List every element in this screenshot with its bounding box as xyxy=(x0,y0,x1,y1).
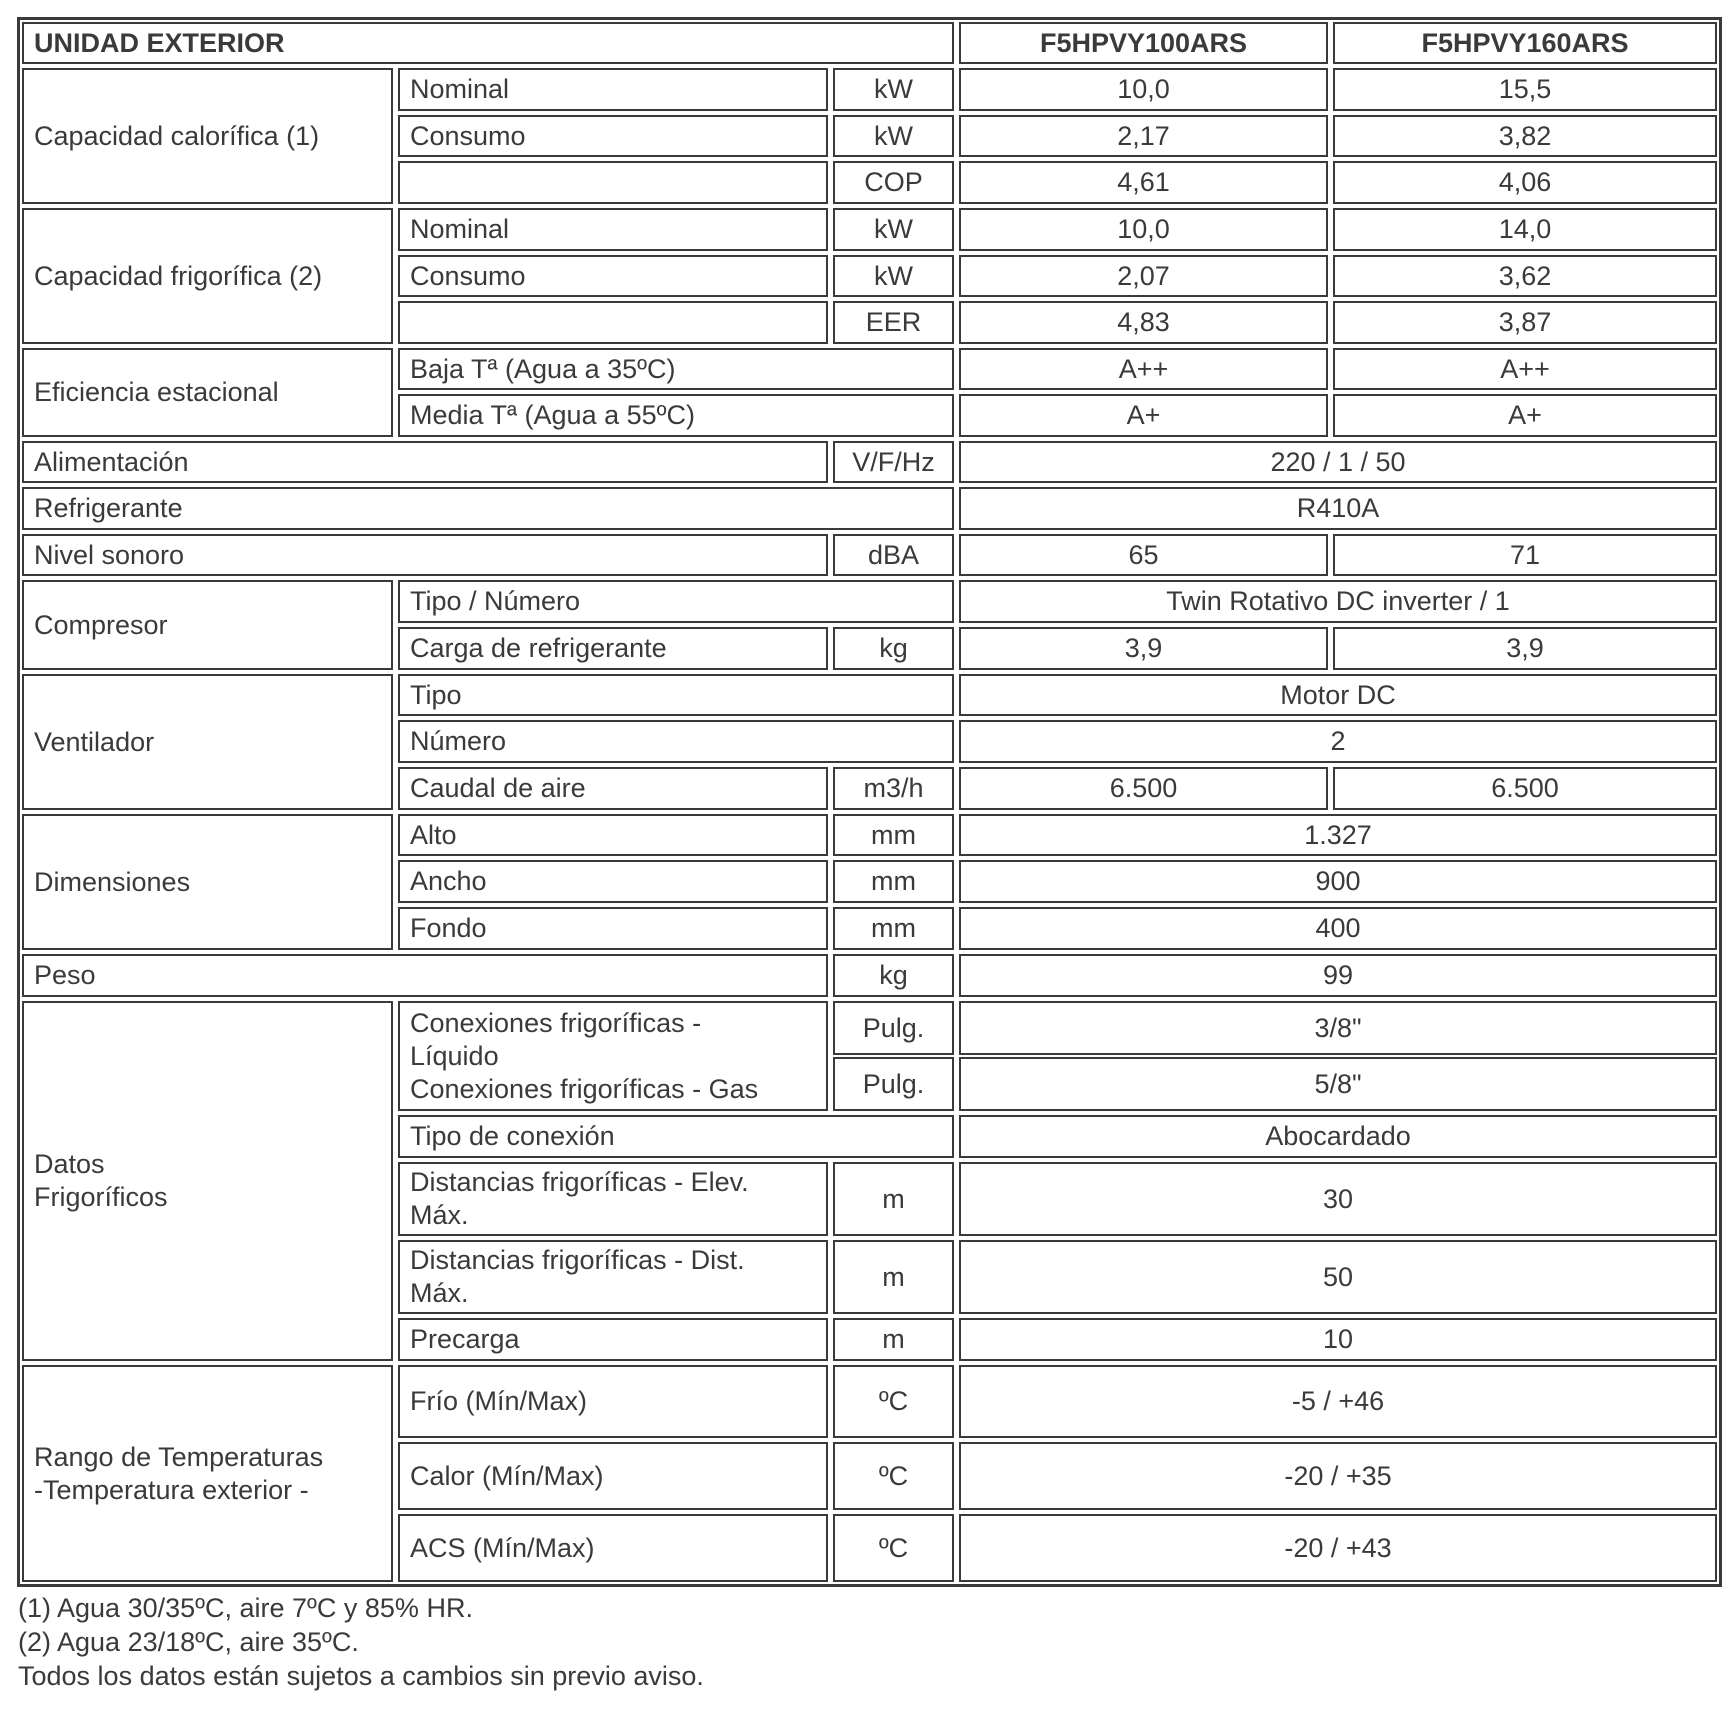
group-label xyxy=(22,814,393,950)
value-cell xyxy=(959,161,1328,204)
unit-cell-text: dBA xyxy=(867,539,920,570)
group-label-text: Eficiencia estacional xyxy=(34,377,279,407)
row-label-text: Caudal de aire xyxy=(410,773,586,803)
row-label xyxy=(398,1240,828,1314)
unit-cell xyxy=(833,1240,954,1314)
unit-cell-text: EER xyxy=(865,307,922,337)
group-label-text: Capacidad frigorífica (2) xyxy=(34,260,323,291)
group-label-text: Compresor xyxy=(34,609,168,640)
unit-cell-text: m3/h xyxy=(863,773,924,803)
value-cell-text: 2,07 xyxy=(1117,260,1170,291)
value-cell xyxy=(959,767,1328,810)
row-label-text: Alto xyxy=(410,819,457,850)
row-label xyxy=(398,301,828,344)
unit-cell-text: m xyxy=(882,1261,905,1292)
header-title xyxy=(22,22,954,64)
row-label xyxy=(398,1318,828,1361)
value-cell-text: 220 / 1 / 50 xyxy=(1270,446,1406,477)
row-label xyxy=(398,394,954,437)
group-label-text: Datos Frigoríficos xyxy=(34,1149,168,1212)
group-label-text: Rango de Temperaturas -Temperatura exterior - xyxy=(34,1441,324,1505)
group-label-text: Nivel sonoro xyxy=(34,539,185,570)
row-label-text: Tipo xyxy=(410,679,462,710)
value-cell-text: A++ xyxy=(1500,353,1550,384)
unit-cell xyxy=(833,1057,954,1111)
row-label xyxy=(398,68,828,111)
value-cell-text: A+ xyxy=(1508,400,1542,430)
group-label xyxy=(22,1365,393,1582)
value-cell xyxy=(959,255,1328,297)
unit-cell xyxy=(833,534,954,576)
unit-cell xyxy=(833,1001,954,1055)
model-header-text: F5HPVY100ARS xyxy=(1039,27,1248,58)
row-label xyxy=(398,814,828,856)
value-cell xyxy=(959,1001,1717,1055)
value-cell-text: 3,9 xyxy=(1506,633,1544,663)
row-label-text: Precarga xyxy=(410,1324,520,1354)
unit-cell-text: kg xyxy=(879,960,908,990)
value-cell xyxy=(959,674,1717,716)
row-label xyxy=(398,1365,828,1438)
value-cell xyxy=(959,1057,1717,1111)
unit-cell xyxy=(833,161,954,204)
group-label xyxy=(22,487,954,530)
value-cell-text: 3,82 xyxy=(1498,120,1552,151)
row-label-text: Fondo xyxy=(410,913,487,943)
unit-cell-text: Pulg. xyxy=(862,1012,925,1043)
unit-cell xyxy=(833,767,954,810)
row-label xyxy=(398,1442,828,1510)
row-label-text: Distancias frigoríficas - Elev. Máx. xyxy=(410,1167,749,1230)
value-cell-text: A++ xyxy=(1118,353,1169,384)
unit-cell xyxy=(833,907,954,950)
value-cell-text: 3/8" xyxy=(1314,1012,1362,1043)
unit-cell-text: ºC xyxy=(878,1532,909,1563)
unit-cell-text: ºC xyxy=(878,1386,909,1416)
value-cell-text: 15,5 xyxy=(1498,74,1552,104)
value-cell xyxy=(1333,301,1717,344)
row-label-text: Consumo xyxy=(410,120,526,151)
row-label-text: Ancho xyxy=(410,866,487,896)
value-cell xyxy=(959,720,1717,763)
value-cell xyxy=(959,301,1328,344)
unit-cell-text: m xyxy=(882,1183,905,1214)
row-label-text: Tipo de conexión xyxy=(410,1121,615,1151)
row-label xyxy=(398,627,828,670)
value-cell xyxy=(959,814,1717,856)
value-cell xyxy=(1333,161,1717,204)
value-cell-text: 10,0 xyxy=(1117,214,1170,244)
unit-cell-text: kW xyxy=(874,260,913,291)
model-header xyxy=(1333,22,1717,64)
unit-cell xyxy=(833,301,954,344)
value-cell-text: 50 xyxy=(1322,1261,1354,1292)
value-cell xyxy=(959,487,1717,530)
value-cell-text: 30 xyxy=(1322,1183,1354,1214)
unit-cell-text: kW xyxy=(874,214,913,244)
group-label-text: Dimensiones xyxy=(34,866,191,897)
group-label xyxy=(22,1001,393,1361)
unit-cell-text: V/F/Hz xyxy=(852,446,935,477)
value-cell xyxy=(1333,767,1717,810)
value-cell xyxy=(1333,394,1717,437)
value-cell xyxy=(959,115,1328,157)
row-label xyxy=(398,115,828,157)
value-cell-text: Motor DC xyxy=(1280,679,1396,710)
unit-cell-text: mm xyxy=(871,913,916,943)
footnote: (2) Agua 23/18ºC, aire 35ºC. xyxy=(18,1627,359,1657)
row-label xyxy=(398,255,828,297)
group-label xyxy=(22,348,393,437)
row-label-text: Consumo xyxy=(410,260,526,291)
group-label xyxy=(22,441,828,483)
row-label xyxy=(398,580,954,623)
row-label-text: Conexiones frigoríficas - Líquido Conexiones frigoríficas - Gas xyxy=(410,1007,759,1104)
value-cell xyxy=(959,907,1717,950)
value-cell-text: 1.327 xyxy=(1304,819,1372,850)
value-cell xyxy=(1333,255,1717,297)
value-cell-text: 10 xyxy=(1322,1324,1354,1354)
unit-cell xyxy=(833,814,954,856)
unit-cell xyxy=(833,441,954,483)
row-label-text: Carga de refrigerante xyxy=(410,633,667,663)
unit-cell-text: kg xyxy=(879,633,908,663)
value-cell-text: -20 / +35 xyxy=(1284,1460,1392,1491)
unit-cell xyxy=(833,860,954,903)
unit-cell xyxy=(833,115,954,157)
row-label xyxy=(398,767,828,810)
value-cell xyxy=(1333,68,1717,111)
footnote: (1) Agua 30/35ºC, aire 7ºC y 85% HR. xyxy=(18,1593,473,1623)
value-cell-text: 10,0 xyxy=(1117,74,1170,104)
value-cell xyxy=(959,348,1328,390)
value-cell xyxy=(959,1240,1717,1314)
row-label-text: Frío (Mín/Max) xyxy=(410,1386,588,1416)
group-label-text: Alimentación xyxy=(34,446,189,477)
unit-cell xyxy=(833,954,954,997)
row-label-text: Nominal xyxy=(410,214,510,244)
model-header-text: F5HPVY160ARS xyxy=(1421,27,1629,58)
value-cell xyxy=(959,1318,1717,1361)
group-label xyxy=(22,68,393,204)
value-cell-text: 71 xyxy=(1509,539,1541,570)
group-label-text: Capacidad calorífica (1) xyxy=(34,120,320,151)
group-label-text: Ventilador xyxy=(34,726,155,757)
value-cell-text: R410A xyxy=(1296,493,1380,523)
unit-cell-text: COP xyxy=(864,167,923,197)
unit-cell-text: kW xyxy=(874,74,913,104)
group-label xyxy=(22,208,393,344)
group-label xyxy=(22,954,828,997)
group-label-text: Refrigerante xyxy=(34,493,183,523)
value-cell xyxy=(959,208,1328,251)
value-cell xyxy=(959,580,1717,623)
value-cell-text: 4,61 xyxy=(1117,167,1170,197)
value-cell xyxy=(959,534,1328,576)
row-label-text: ACS (Mín/Max) xyxy=(410,1532,595,1563)
value-cell-text: Twin Rotativo DC inverter / 1 xyxy=(1166,586,1510,616)
value-cell-text: 4,06 xyxy=(1498,167,1552,197)
value-cell-text: 65 xyxy=(1128,539,1159,570)
row-label xyxy=(398,674,954,716)
unit-cell xyxy=(833,1162,954,1236)
value-cell-text: 5/8" xyxy=(1314,1068,1362,1099)
value-cell xyxy=(1333,208,1717,251)
unit-cell xyxy=(833,68,954,111)
value-cell-text: 99 xyxy=(1322,960,1354,990)
unit-cell xyxy=(833,1365,954,1438)
value-cell-text: 2,17 xyxy=(1117,120,1170,151)
value-cell-text: 3,87 xyxy=(1498,307,1552,337)
value-cell xyxy=(959,1365,1717,1438)
row-label xyxy=(398,1162,828,1236)
value-cell xyxy=(959,627,1328,670)
value-cell-text: -5 / +46 xyxy=(1291,1386,1385,1416)
group-label xyxy=(22,580,393,670)
value-cell-text: -20 / +43 xyxy=(1284,1532,1392,1563)
header-title-text: UNIDAD EXTERIOR xyxy=(34,27,285,58)
value-cell-text: 6.500 xyxy=(1109,773,1178,803)
group-label xyxy=(22,674,393,810)
unit-cell xyxy=(833,1318,954,1361)
value-cell-text: 6.500 xyxy=(1491,773,1559,803)
unit-cell xyxy=(833,627,954,670)
row-label xyxy=(398,161,828,204)
value-cell-text: 14,0 xyxy=(1498,214,1552,244)
row-label-text: Tipo / Número xyxy=(410,586,581,616)
row-label xyxy=(398,860,828,903)
value-cell xyxy=(1333,348,1717,390)
unit-cell-text: m xyxy=(882,1324,905,1354)
value-cell xyxy=(1333,627,1717,670)
unit-cell xyxy=(833,1514,954,1582)
value-cell xyxy=(959,68,1328,111)
unit-cell-text: mm xyxy=(871,819,916,850)
row-label-text: Número xyxy=(410,726,507,756)
value-cell xyxy=(959,394,1328,437)
row-label-text: Distancias frigoríficas - Dist. Máx. xyxy=(410,1245,745,1308)
unit-cell xyxy=(833,1442,954,1510)
group-label xyxy=(22,534,828,576)
unit-cell-text: kW xyxy=(874,120,913,151)
value-cell xyxy=(959,860,1717,903)
unit-cell-text: Pulg. xyxy=(862,1068,925,1099)
row-label xyxy=(398,720,954,763)
value-cell xyxy=(1333,534,1717,576)
unit-cell xyxy=(833,255,954,297)
row-label xyxy=(398,907,828,950)
value-cell-text: 3,62 xyxy=(1498,260,1552,291)
row-label-text: Baja Tª (Agua a 35ºC) xyxy=(410,353,676,384)
row-label xyxy=(398,1115,954,1158)
row-label-text: Calor (Mín/Max) xyxy=(410,1460,604,1491)
row-label xyxy=(398,208,828,251)
model-header xyxy=(959,22,1328,64)
value-cell xyxy=(959,441,1717,483)
row-label xyxy=(398,1514,828,1582)
value-cell xyxy=(959,1442,1717,1510)
value-cell xyxy=(959,1162,1717,1236)
value-cell-text: 2 xyxy=(1330,726,1346,756)
row-label xyxy=(398,348,954,390)
unit-cell-text: mm xyxy=(871,866,916,896)
group-label-text: Peso xyxy=(34,960,96,990)
value-cell xyxy=(959,954,1717,997)
value-cell-text: 3,9 xyxy=(1124,633,1163,663)
value-cell xyxy=(1333,115,1717,157)
value-cell-text: Abocardado xyxy=(1265,1121,1411,1151)
value-cell-text: 900 xyxy=(1315,866,1361,896)
footnote: Todos los datos están sujetos a cambios sin previo aviso. xyxy=(18,1661,704,1691)
value-cell-text: 4,83 xyxy=(1117,307,1170,337)
value-cell xyxy=(959,1115,1717,1158)
value-cell-text: A+ xyxy=(1126,400,1161,430)
value-cell xyxy=(959,1514,1717,1582)
row-label-text: Media Tª (Agua a 55ºC) xyxy=(410,400,695,430)
row-label-text: Nominal xyxy=(410,74,510,104)
unit-cell xyxy=(833,208,954,251)
row-label xyxy=(398,1001,828,1111)
unit-cell-text: ºC xyxy=(878,1460,909,1491)
value-cell-text: 400 xyxy=(1315,913,1361,943)
